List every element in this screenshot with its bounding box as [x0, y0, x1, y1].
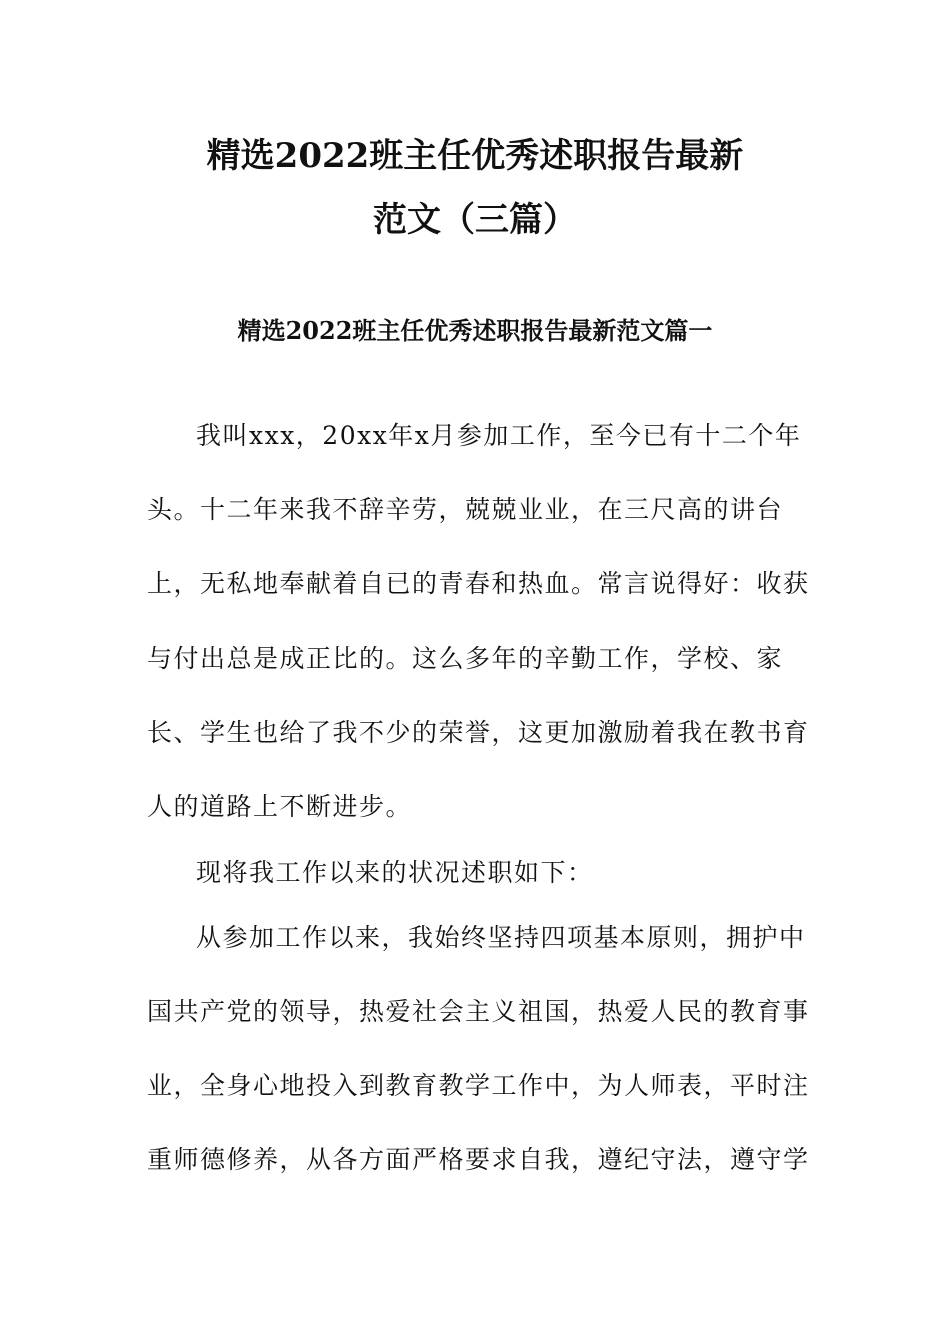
paragraph-2-line-1: 现将我工作以来的状况述职如下：: [196, 858, 594, 887]
paragraph-3-line-2: 国共产党的领导，热爱社会主义祖国，热爱人民的教育事: [147, 997, 810, 1026]
paragraph-1-line-1: 我叫xxx，20xx年x月参加工作，至今已有十二个年: [196, 421, 802, 450]
paragraph-3-line-4: 重师德修养，从各方面严格要求自我，遵纪守法，遵守学: [147, 1145, 810, 1174]
paragraph-1-line-6: 人的道路上不断进步。: [147, 792, 413, 821]
document-title-line-1: 精选2022班主任优秀述职报告最新: [206, 136, 744, 176]
paragraph-1-line-2: 头。十二年来我不辞辛劳，兢兢业业，在三尺高的讲台: [147, 495, 784, 524]
paragraph-1-line-3: 上，无私地奉献着自已的青春和热血。常言说得好：收获: [147, 569, 810, 598]
paragraph-3-line-1: 从参加工作以来，我始终坚持四项基本原则，拥护中: [196, 923, 806, 952]
paragraph-1-line-4: 与付出总是成正比的。这么多年的辛勤工作，学校、家: [147, 644, 784, 673]
paragraph-1-line-5: 长、学生也给了我不少的荣誉，这更加激励着我在教书育: [147, 718, 810, 747]
document-title-line-2: 范文（三篇）: [373, 200, 577, 240]
section-heading: 精选2022班主任优秀述职报告最新范文篇一: [237, 316, 713, 345]
paragraph-3-line-3: 业，全身心地投入到教育教学工作中，为人师表，平时注: [147, 1071, 810, 1100]
